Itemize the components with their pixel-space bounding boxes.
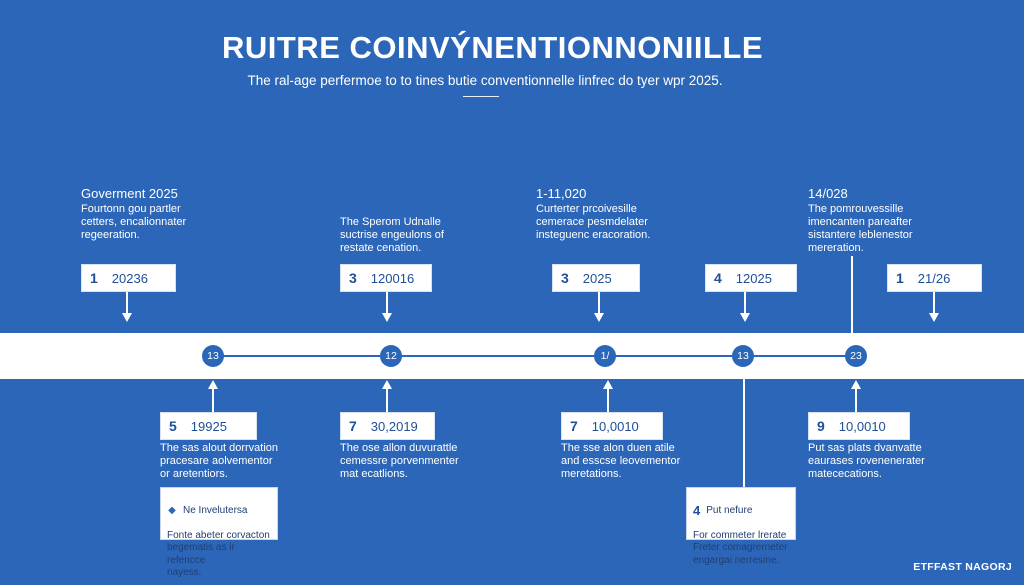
connector-line (386, 388, 388, 412)
event-description: Fourtonn gou partler cetters, encalionnater regeeration. (81, 203, 187, 241)
arrow-down-icon (740, 313, 750, 322)
event-value: 120016 (370, 270, 415, 286)
event-value: 2025 (582, 270, 612, 286)
event-box[interactable] (552, 264, 640, 292)
event-number: 7 (349, 418, 357, 434)
event-heading: 14/028 (808, 186, 848, 201)
connector-line (851, 256, 853, 334)
note-heading: Ne Invelutersa (183, 504, 248, 516)
timeline-node[interactable]: 1/ (594, 345, 616, 367)
timeline-node[interactable]: 13 (202, 345, 224, 367)
event-value: 12025 (735, 270, 772, 286)
connector-line (855, 388, 857, 412)
event-description: The pomrouvessille imencanten pareafter sistantere leblenestor mereration. (808, 203, 913, 254)
event-heading: 1-11,020 (536, 186, 587, 201)
subtitle-rule (463, 96, 499, 97)
arrow-down-icon (929, 313, 939, 322)
event-number: 3 (561, 270, 569, 286)
event-number: 1 (90, 270, 98, 286)
event-heading: Goverment 2025 (81, 186, 178, 201)
event-value: 21/26 (917, 270, 951, 286)
note-number: 4 (693, 502, 701, 518)
note-heading: Put nefure (706, 504, 753, 516)
event-value: 10,0010 (591, 418, 639, 434)
note-text: Fonte abeter corvacton begematis as ir refencce nayess. (167, 529, 270, 578)
footer-brand: ETFFAST NAGORJ (913, 561, 1012, 573)
connector-line (598, 292, 600, 314)
diamond-icon: ◆ (168, 504, 176, 516)
connector-line (386, 292, 388, 314)
event-box[interactable] (160, 412, 257, 440)
timeline-node[interactable]: 13 (732, 345, 754, 367)
event-description: Put sas plats dvanvatte eaurases rovenenerater matececations. (808, 442, 925, 480)
event-box[interactable] (705, 264, 797, 292)
event-description: The ose allon duvurattle cemessre porvenmenter mat ecatlions. (340, 442, 459, 480)
event-description: Curterter prcoivesille cemerace pesmdelater insteguenc eracoration. (536, 203, 651, 241)
connector-line (743, 368, 745, 488)
event-description: The sse alon duen atile and esscse leovementor meretations. (561, 442, 681, 480)
event-description: The Sperom Udnalle suctrise engeulons of restate cenation. (340, 216, 444, 254)
connector-line (126, 292, 128, 314)
event-description: The sas alout dorrvation pracesare aolvementor or aretentiors. (160, 442, 279, 480)
connector-line (744, 292, 746, 314)
note-card[interactable] (686, 487, 796, 566)
timeline-node[interactable]: 12 (380, 345, 402, 367)
diagram-subtitle: The ral-age perfermoe to to tines butie conventionnelle linfrec do tyer wpr 2025. (247, 73, 723, 88)
event-value: 30,2019 (370, 418, 418, 434)
event-value: 19925 (190, 418, 227, 434)
event-box[interactable] (561, 412, 663, 440)
event-box[interactable] (808, 412, 910, 440)
note-text: For commeter lrerate Freter comagrerneter engargai nerresine. (693, 529, 788, 566)
diagram-title: RUITRE COINVÝNENTIONNONIILLE (221, 30, 763, 65)
connector-line (607, 388, 609, 412)
event-number: 5 (169, 418, 177, 434)
arrow-down-icon (382, 313, 392, 322)
event-box[interactable] (81, 264, 176, 292)
arrow-down-icon (594, 313, 604, 322)
event-value: 10,0010 (838, 418, 886, 434)
event-box[interactable] (887, 264, 982, 292)
connector-line (212, 388, 214, 412)
event-value: 20236 (111, 270, 148, 286)
event-number: 1 (896, 270, 904, 286)
arrow-down-icon (122, 313, 132, 322)
connector-line (933, 292, 935, 314)
event-number: 9 (817, 418, 825, 434)
note-card[interactable] (160, 487, 278, 578)
event-number: 4 (714, 270, 722, 286)
timeline-node[interactable]: 23 (845, 345, 867, 367)
timeline-axis (213, 355, 856, 357)
event-number: 7 (570, 418, 578, 434)
event-box[interactable] (340, 264, 432, 292)
event-box[interactable] (340, 412, 435, 440)
event-number: 3 (349, 270, 357, 286)
